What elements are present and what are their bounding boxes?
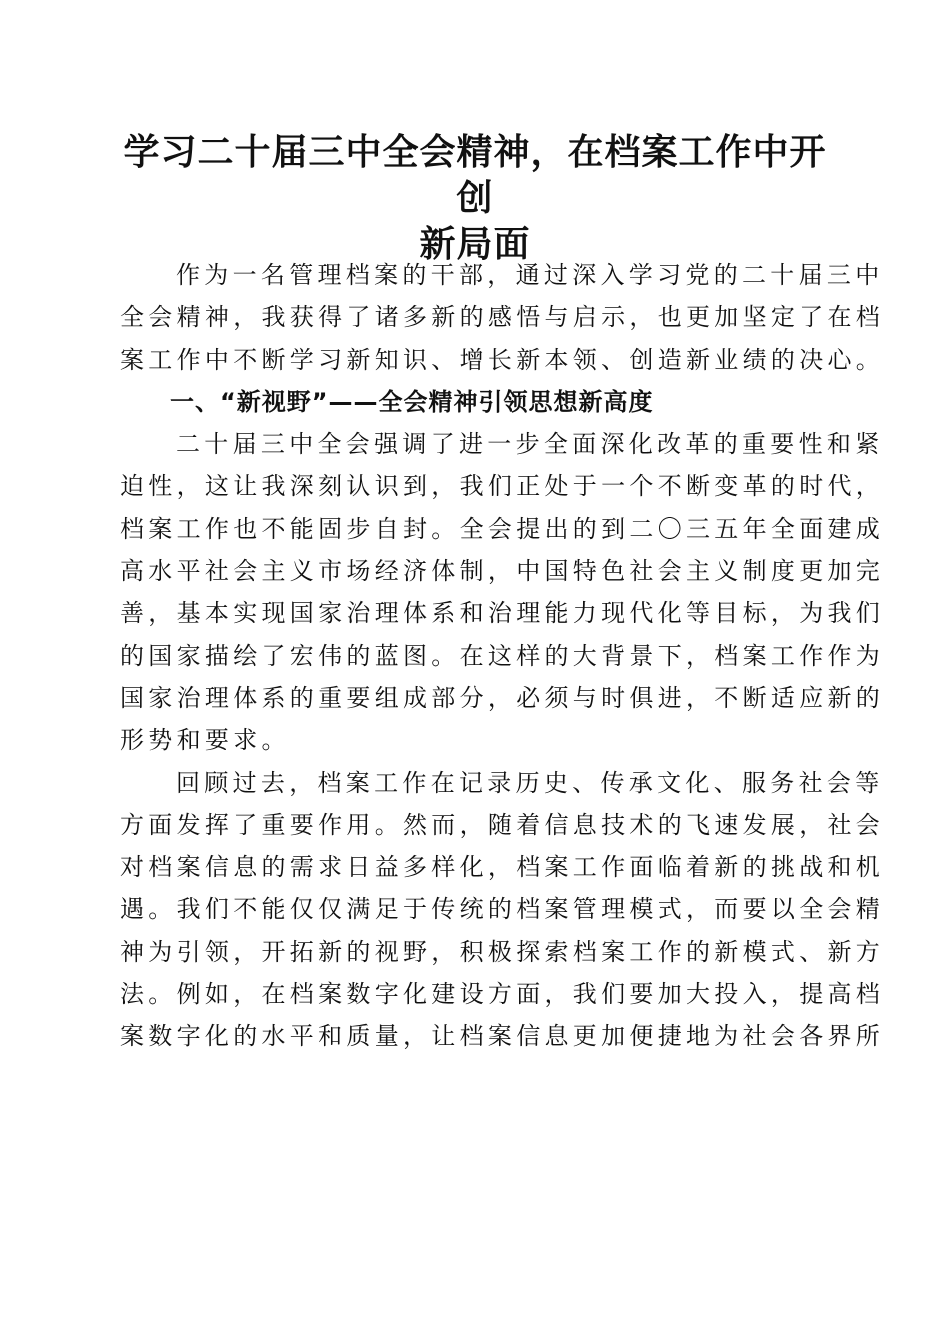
document-body <box>120 254 885 1058</box>
text-line: 档案工作也不能固步自封。全会提出的到二〇三五年全面建成 <box>120 514 885 543</box>
text-line: 法。例如，在档案数字化建设方面，我们要加大投入，提高档 <box>120 980 885 1009</box>
document-title <box>110 130 840 268</box>
paragraph-intro <box>120 254 885 381</box>
title-line: 新局面 <box>419 224 531 265</box>
text-line: 回顾过去，档案工作在记录历史、传承文化、服务社会等 <box>176 768 884 797</box>
text-line: 国家治理体系的重要组成部分，必须与时俱进，不断适应新的 <box>120 683 885 712</box>
text-line: 善，基本实现国家治理体系和治理能力现代化等目标，为我们 <box>120 599 885 628</box>
text-line: 遇。我们不能仅仅满足于传统的档案管理模式，而要以全会精 <box>120 895 885 924</box>
text-line: 二十届三中全会强调了进一步全面深化改革的重要性和紧 <box>176 430 884 459</box>
paragraph-review <box>120 762 885 1058</box>
heading-line: 一、“新视野”——全会精神引领思想新高度 <box>170 387 654 416</box>
text-line: 形势和要求。 <box>120 726 290 755</box>
text-line: 的国家描绘了宏伟的蓝图。在这样的大背景下，档案工作作为 <box>120 641 885 670</box>
text-line: 高水平社会主义市场经济体制，中国特色社会主义制度更加完 <box>120 557 885 586</box>
section-heading <box>120 381 822 423</box>
text-line: 方面发挥了重要作用。然而，随着信息技术的飞速发展，社会 <box>120 810 885 839</box>
text-line: 全会精神，我获得了诸多新的感悟与启示，也更加坚定了在档 <box>120 303 885 332</box>
text-line: 神为引领，开拓新的视野，积极探索档案工作的新模式、新方 <box>120 937 885 966</box>
text-line: 作为一名管理档案的干部，通过深入学习党的二十届三中 <box>176 261 884 289</box>
paragraph-section-1 <box>120 423 885 761</box>
text-line: 案工作中不断学习新知识、增长新本领、创造新业绩的决心。 <box>120 345 885 374</box>
title-line: 学习二十届三中全会精神，在档案工作中开创 <box>123 132 827 219</box>
text-line: 案数字化的水平和质量，让档案信息更加便捷地为社会各界所 <box>120 1022 885 1051</box>
text-line: 迫性，这让我深刻认识到，我们正处于一个不断变革的时代， <box>120 472 885 501</box>
text-line: 对档案信息的需求日益多样化，档案工作面临着新的挑战和机 <box>120 853 885 882</box>
